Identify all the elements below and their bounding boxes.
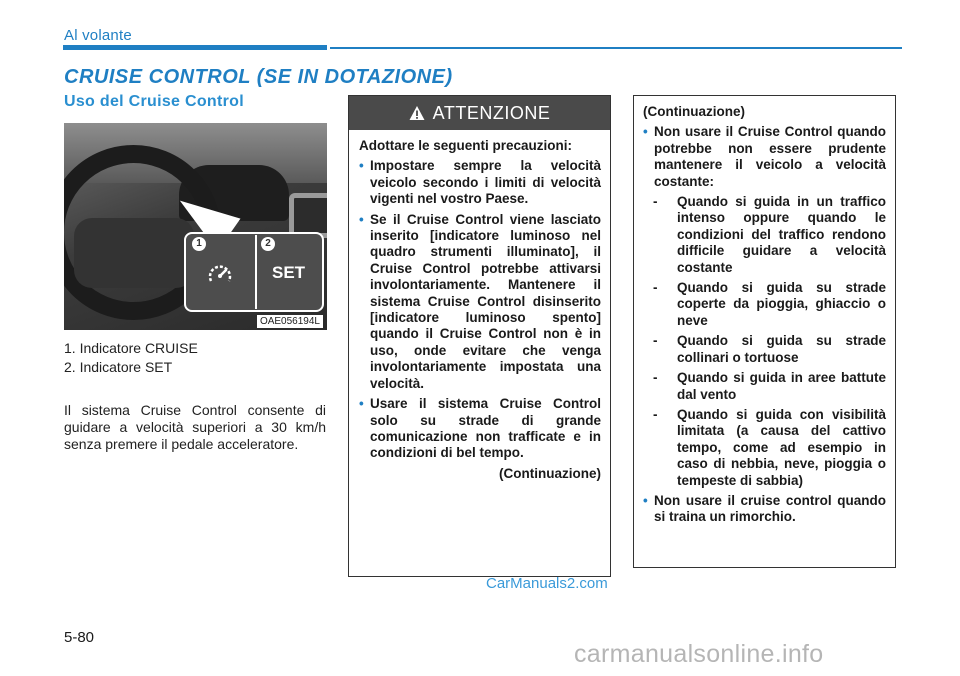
warning-bullet-text: Usare il sistema Cruise Control solo su strade di grande comunicazione non trafficate e in condizioni di bel tempo.: [370, 396, 601, 461]
condition-text: Quando si guida su strade coperte da pioggia, ghiaccio o neve: [677, 280, 886, 328]
continuation-bullet-text: Non usare il Cruise Control quando potrebbe non essere prudente mantenere il veicolo a velocità costante:: [654, 124, 886, 189]
warning-bullet-text: Se il Cruise Control viene lasciato inserito [indicatore luminoso nel quadro strumenti illuminato], il Cruise Control potrebbe attivarsi involontariamente. Mantenere il sistema Cruise Control disinserito [indicatore luminoso spento] quando il Cruise Control non è in uso, onde evitare che venga involontariamente impostata una velocità.: [370, 211, 601, 391]
page-title: CRUISE CONTROL (SE IN DOTAZIONE): [64, 66, 453, 88]
condition-text: Quando si guida su strade collinari o tortuose: [677, 333, 886, 365]
warning-continued: (Continuazione): [499, 465, 601, 481]
warning-triangle-icon: [409, 105, 425, 121]
dash-marker: -: [653, 280, 658, 296]
bullet-dot-icon: •: [359, 158, 364, 174]
warning-intro: Adottare le seguenti precauzioni:: [359, 138, 573, 153]
bullet-dot-icon: •: [359, 396, 364, 412]
dash-marker: -: [653, 370, 658, 386]
set-indicator-label: SET: [272, 263, 306, 282]
warning-bullet: [359, 158, 601, 207]
indicator-badge-2: 2: [261, 237, 275, 251]
cruise-control-photo: [64, 123, 327, 330]
continuation-bullet: [643, 124, 886, 190]
section-subtitle: Uso del Cruise Control: [64, 93, 244, 110]
steering-hub-shape: [74, 218, 194, 288]
footer-watermark: carmanualsonline.info: [574, 640, 824, 668]
figure-code: OAE056194L: [257, 315, 323, 328]
warning-heading: ATTENZIONE: [432, 102, 551, 123]
page-number: 5-80: [64, 629, 95, 646]
condition-text: Quando si guida in un traffico intenso oppure quando le condizioni del traffico rendono difficile guidare a velocità costante: [677, 194, 886, 275]
header-bar-thin: [330, 47, 902, 49]
warning-bullet: [359, 396, 601, 462]
watermark-link[interactable]: CarManuals2.com: [486, 575, 608, 592]
warning-bullet: [359, 212, 601, 392]
condition-text: Quando si guida in aree battute dal vento: [677, 370, 886, 402]
warning-bullet-text: Impostare sempre la velocità veicolo secondo i limiti di velocità vigenti nel vostro Paese.: [370, 158, 601, 207]
bullet-dot-icon: •: [643, 492, 648, 508]
condition-item: [653, 407, 886, 489]
condition-item: [653, 194, 886, 276]
condition-item: [653, 280, 886, 329]
warning-body: [349, 130, 610, 482]
continuation-heading: (Continuazione): [643, 104, 745, 119]
intro-paragraph: Il sistema Cruise Control consente di guidare a velocità superiori a 30 km/h senza premere il pedale acceleratore.: [64, 402, 326, 452]
indicator-divider: [255, 235, 257, 309]
dash-marker: -: [653, 406, 658, 422]
condition-item: [653, 333, 886, 366]
continuation-bullet: [643, 493, 886, 526]
bullet-dot-icon: •: [359, 211, 364, 227]
condition-text: Quando si guida con visibilità limitata (a causa del cattivo tempo, come ad esempio in caso di nebbia, neve, pioggia o tempeste di sabbia): [677, 406, 886, 488]
cruise-speedometer-icon: [205, 259, 235, 289]
warning-box: [348, 95, 611, 577]
continuation-box: [633, 95, 896, 568]
dash-marker: -: [653, 333, 658, 349]
continuation-body: [634, 96, 895, 526]
legend-item-1: 1. Indicatore CRUISE: [64, 340, 198, 356]
condition-item: [653, 370, 886, 403]
bullet-dot-icon: •: [643, 124, 648, 140]
section-header-label: Al volante: [64, 27, 132, 44]
header-bar-thick: [63, 45, 327, 50]
dash-marker: -: [653, 194, 658, 210]
continuation-bullet-text: Non usare il cruise control quando si traina un rimorchio.: [654, 492, 886, 525]
indicator-badge-1: 1: [192, 237, 206, 251]
legend-item-2: 2. Indicatore SET: [64, 359, 173, 375]
warning-header: [349, 96, 610, 130]
